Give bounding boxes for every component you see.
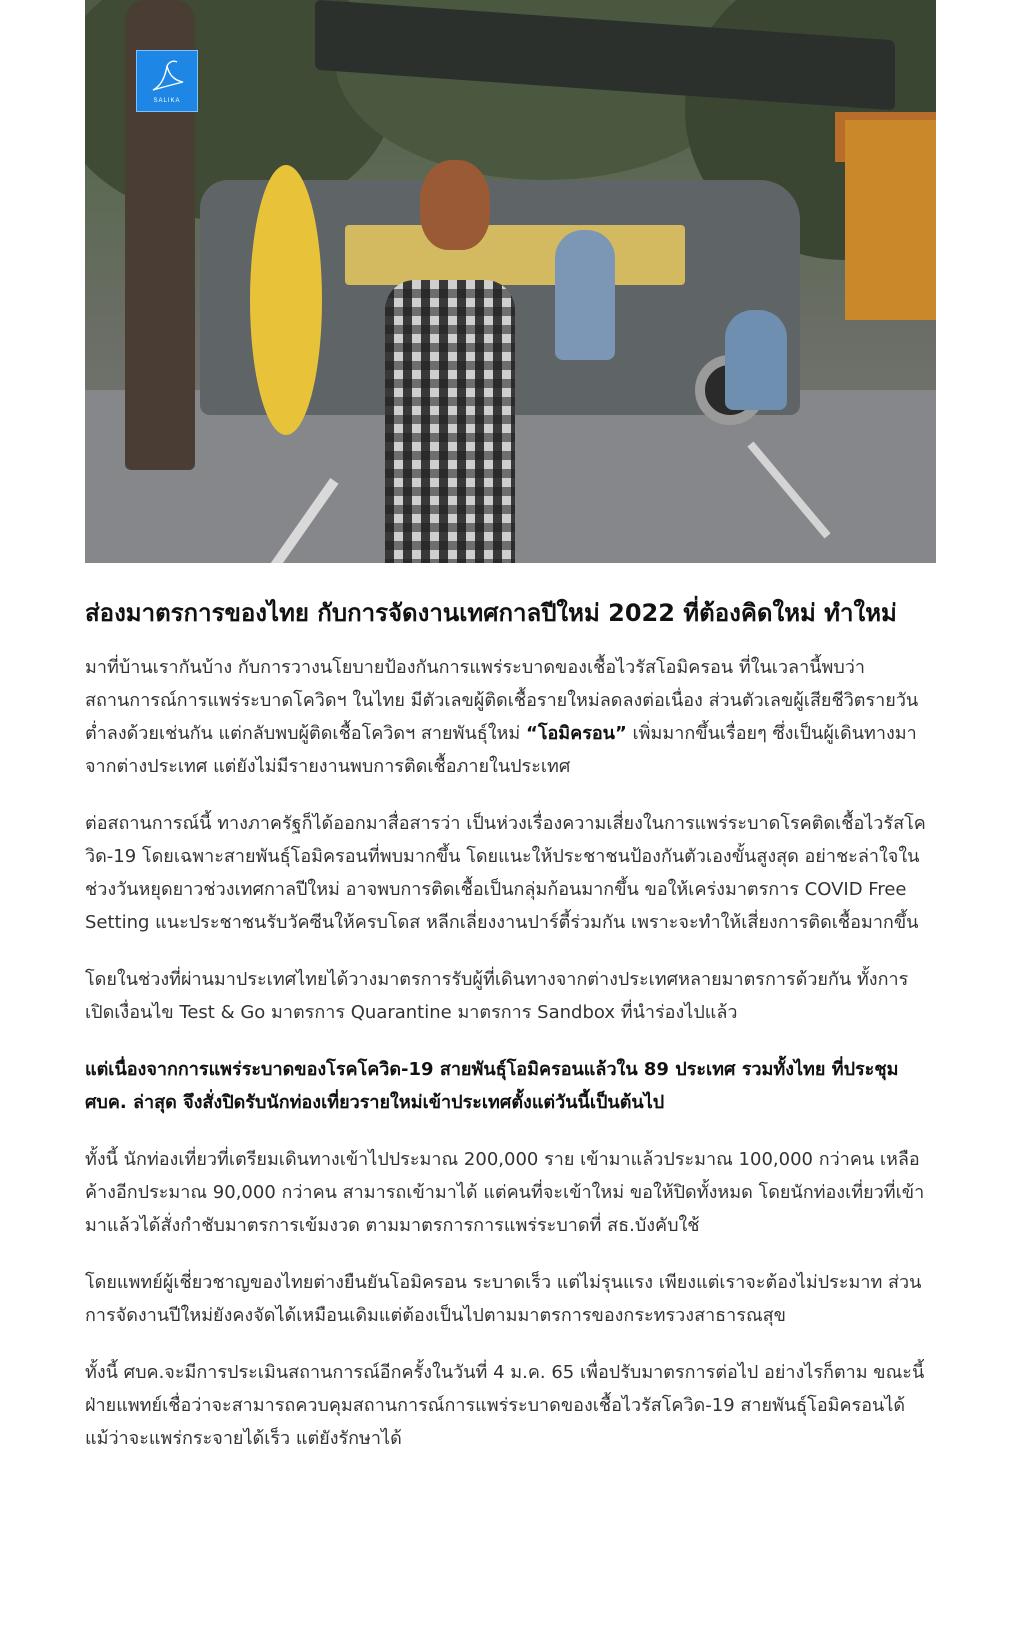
article-title: ส่องมาตรการของไทย กับการจัดงานเทศกาลปีใหม่ 2022 ที่ต้องคิดใหม่ ทำใหม่ bbox=[85, 599, 897, 627]
paragraph-1-text-a: มาที่บ้านเรากันบ้าง กับการวางนโยบายป้องกันการแพร่ระบาดของเชื้อไวรัสโอมิครอน ที่ในเวลานี้พบว่าสถานการณ์การแพร่ระบาดโควิดฯ ในไทย มีตัวเลขผู้ติดเชื้อรายใหม่ลดลงต่อเนื่อง ส่วนตัวเลขผู้เสียชีวิตรายวันต่ำลงด้วยเช่นกัน แต่กลับพบผู้ติดเชื้อโควิดฯ สายพันธุ์ใหม่ bbox=[85, 657, 919, 744]
paragraph-7: ทั้งนี้ ศบค.จะมีการประเมินสถานการณ์อีกครั้งในวันที่ 4 ม.ค. 65 เพื่อปรับมาตรการต่อไป อย่างไรก็ตาม ขณะนี้ฝ่ายแพทย์เชื่อว่าจะสามารถควบคุมสถานการณ์การแพร่ระบาดของเชื้อไวรัสโควิด-19 สายพันธุ์โอมิครอนได้ แม้ว่าจะแพร่กระจายได้เร็ว แต่ยังรักษาได้ bbox=[85, 1362, 925, 1449]
surfboard-menu bbox=[250, 165, 322, 435]
seated-customer bbox=[555, 230, 615, 360]
checkered-top bbox=[385, 280, 515, 563]
logo-text: SALIKA bbox=[153, 98, 181, 104]
paragraph-3: โดยในช่วงที่ผ่านมาประเทศไทยได้วางมาตรการรับผู้ที่เดินทางจากต่างประเทศหลายมาตรการด้วยกัน ทั้งการเปิดเงื่อนไข Test & Go มาตรการ Quarantine มาตรการ Sandbox ที่นำร่องไปแล้ว bbox=[85, 969, 909, 1023]
bird-icon bbox=[147, 56, 189, 94]
hero-image bbox=[85, 0, 936, 563]
omicron-highlight: “โอมิครอน” bbox=[525, 723, 627, 744]
woman-figure bbox=[375, 160, 525, 563]
paragraph-1-text-b: เพิ่มมากขึ้นเรื่อยๆ ซึ่งเป็นผู้เดินทางมาจากต่างประเทศ แต่ยังไม่มีรายงานพบการติดเชื้อภายในประเทศ bbox=[85, 723, 917, 777]
paragraph-4-bold: แต่เนื่องจากการแพร่ระบาดของโรคโควิด-19 สายพันธุ์โอมิครอนแล้วใน 89 ประเทศ รวมทั้งไทย ที่ประชุม ศบค. ล่าสุด จึงสั่งปิดรับนักท่องเที่ยวรายใหม่เข้าประเทศตั้งแต่วันนี้เป็นต้นไป bbox=[85, 1059, 899, 1113]
article-body bbox=[85, 595, 936, 1479]
paragraph-5: ทั้งนี้ นักท่องเที่ยวที่เตรียมเดินทางเข้าไปประมาณ 200,000 ราย เข้ามาแล้วประมาณ 100,000 กว่าคน เหลือค้างอีกประมาณ 90,000 กว่าคน สามารถเข้ามาได้ แต่คนที่จะเข้าใหม่ ขอให้ปิดทั้งหมด โดยนักท่องเที่ยวที่เข้ามาแล้วได้สั่งกำชับมาตรการเข้มงวด ตามมาตรการการแพร่ระบาดที่ สธ.บังคับใช้ bbox=[85, 1149, 925, 1236]
paragraph-2: ต่อสถานการณ์นี้ ทางภาครัฐก็ได้ออกมาสื่อสารว่า เป็นห่วงเรื่องความเสี่ยงในการแพร่ระบาดโรคติดเชื้อไวรัสโควิด-19 โดยเฉพาะสายพันธุ์โอมิครอนที่พบมากขึ้น โดยแนะให้ประชาชนป้องกันตัวเองขั้นสูงสุด อย่าชะล่าใจในช่วงวันหยุดยาวช่วงเทศกาลปีใหม่ อาจพบการติดเชื้อเป็นกลุ่มก้อนมากขึ้น ขอให้เคร่งมาตรการ COVID Free Setting แนะประชาชนรับวัคซีนให้ครบโดส หลีกเลี่ยงงานปาร์ตี้ร่วมกัน เพราะจะทำให้เสี่ยงการติดเชื้อมากขึ้น bbox=[85, 813, 926, 933]
salika-logo bbox=[136, 50, 198, 112]
woman-head bbox=[420, 160, 490, 250]
stall bbox=[845, 120, 936, 320]
paragraph-6: โดยแพทย์ผู้เชี่ยวชาญของไทยต่างยืนยันโอมิครอน ระบาดเร็ว แต่ไม่รุนแรง เพียงแต่เราจะต้องไม่ประมาท ส่วนการจัดงานปีใหม่ยังคงจัดได้เหมือนเดิมแต่ต้องเป็นไปตามมาตรการของกระทรวงสาธารณสุข bbox=[85, 1272, 922, 1326]
paragraph-1 bbox=[85, 651, 936, 783]
seated-customer bbox=[725, 310, 787, 410]
